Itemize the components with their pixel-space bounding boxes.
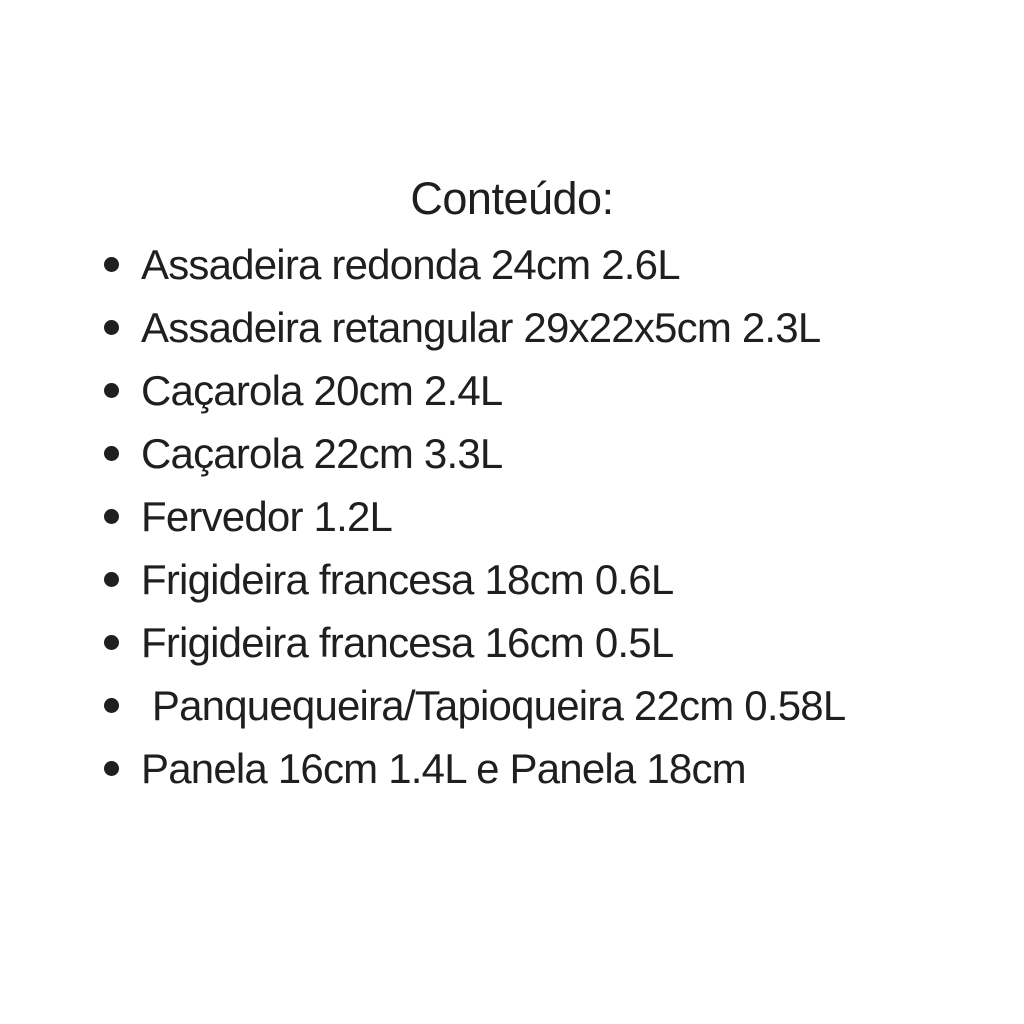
list-item-text: Panquequeira/Tapioqueira 22cm 0.58L [141,682,846,729]
list-item [104,674,1024,737]
list-item-text: Frigideira francesa 18cm 0.6L [141,556,674,603]
bullet-icon [104,257,119,272]
list-item-text: Caçarola 20cm 2.4L [141,367,503,414]
bullet-icon [104,698,119,713]
list-item [104,611,1024,674]
bullet-icon [104,635,119,650]
list-item-text: Assadeira redonda 24cm 2.6L [141,241,680,288]
list-item-text: Assadeira retangular 29x22x5cm 2.3L [141,304,821,351]
list-item-text: Panela 16cm 1.4L e Panela 18cm [141,745,746,792]
list-item-text: Caçarola 22cm 3.3L [141,430,503,477]
list-item [104,485,1024,548]
list-item [104,359,1024,422]
page-title: Conteúdo: [410,173,614,224]
list-item [104,233,1024,296]
list-item [104,737,1024,800]
bullet-icon [104,320,119,335]
list-item-text: Frigideira francesa 16cm 0.5L [141,619,674,666]
bullet-icon [104,509,119,524]
bullet-icon [104,761,119,776]
bullet-icon [104,446,119,461]
content-list [0,233,1024,800]
bullet-icon [104,572,119,587]
list-item [104,548,1024,611]
list-item-text: Fervedor 1.2L [141,493,393,540]
list-item [104,422,1024,485]
list-item [104,296,1024,359]
bullet-icon [104,383,119,398]
